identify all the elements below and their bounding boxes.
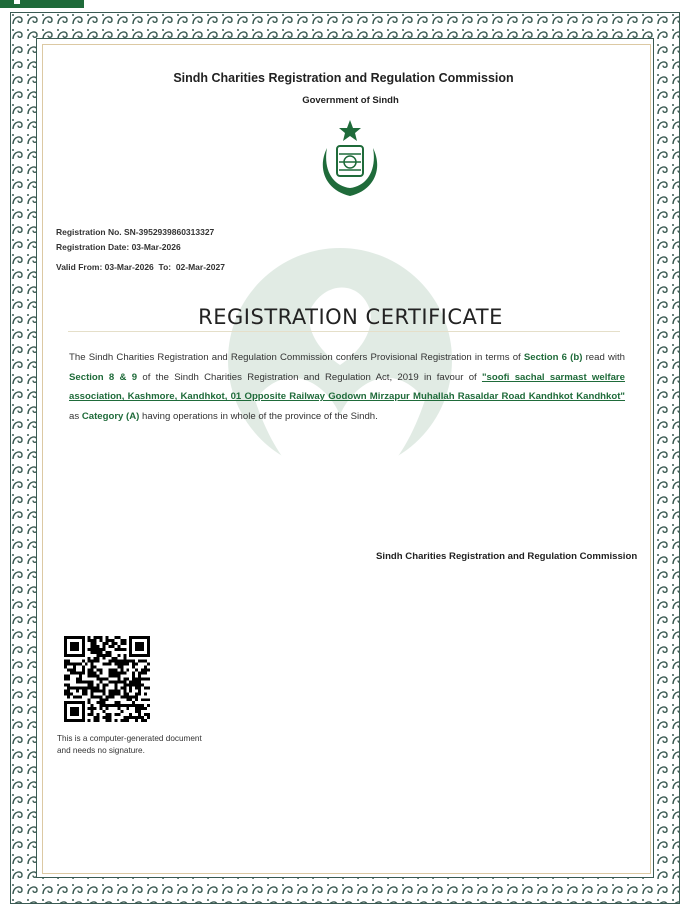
body-text-4: as [69,410,82,422]
signing-authority: Sindh Charities Registration and Regulation Commission [376,551,638,562]
registration-date: Registration Date: 03-Mar-2026 [56,242,181,252]
app-corner-tab [0,0,84,8]
government-label: Government of Sindh [302,95,399,106]
category-ref: Category (A) [81,410,140,422]
body-text-1: The Sindh Charities Registration and Regulation Commission confers Provisional Registration in terms of [69,352,524,363]
body-text-2: read with [582,352,626,363]
commission-title: Sindh Charities Registration and Regulation Commission [173,71,514,85]
sindh-emblem-icon [315,118,385,202]
qr-code-icon [64,636,150,722]
title-divider [68,331,620,332]
certificate-title: REGISTRATION CERTIFICATE [198,305,503,329]
body-text-5: having operations in whole of the province of the Sindh. [139,410,378,422]
validity-period: Valid From: 03-Mar-2026 To: 02-Mar-2027 [56,262,225,272]
organization-name: "soofi sachal sarmast welfare association, Kashmore, Kandhkot, 01 Opposite Railway Godown Mirzapur Muhallah Rasaldar Road Kandhkot Kandhkot" [69,371,625,402]
registration-number: Registration No. SN-3952939860313327 [56,227,215,237]
body-text-3: of the Sindh Charities Registration and Regulation Act, 2019 in favour of [137,371,482,383]
computer-generated-note: This is a computer-generated document and needs no signature. [57,734,202,755]
certificate-body [69,348,625,426]
section-8-9-ref: Section 8 & 9 [69,371,138,383]
section-6-ref: Section 6 (b) [523,352,583,363]
